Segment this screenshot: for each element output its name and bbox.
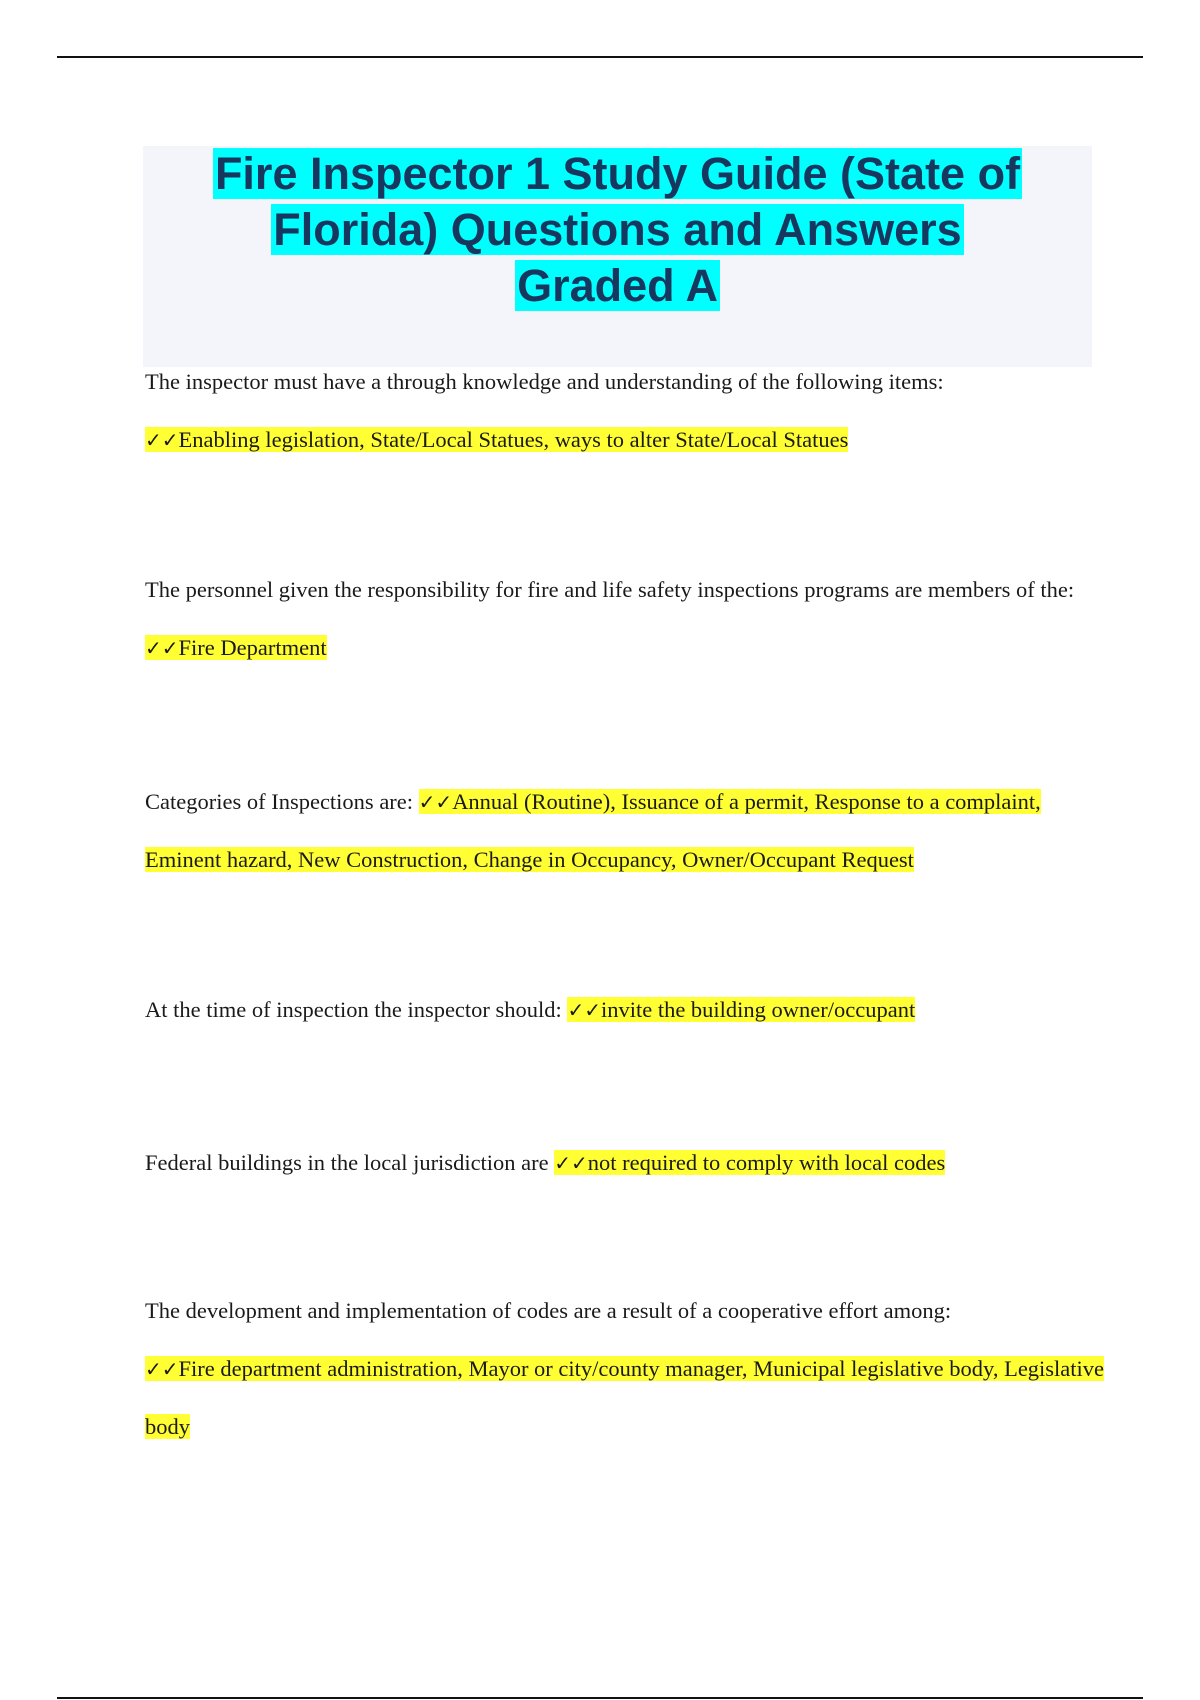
double-check-icon: ✓✓ (418, 790, 453, 814)
qa-item-6 (145, 1282, 1105, 1456)
answer-text: Annual (Routine), Issuance of a permit, Response to a complaint, Eminent hazard, New Construction, Change in Occupancy, Owner/Occupant Request (145, 789, 1041, 872)
answer-text: invite the building owner/occupant (600, 997, 916, 1022)
answer-highlight (554, 1150, 945, 1175)
question-text: Federal buildings in the local jurisdiction are (145, 1150, 549, 1175)
answer-text: Enabling legislation, State/Local Statues, ways to alter State/Local Statues (178, 427, 849, 452)
footer-rule (57, 1697, 1143, 1699)
double-check-icon: ✓✓ (567, 998, 601, 1022)
title-line-2: Florida) Questions and Answers (273, 204, 962, 255)
title-line-1: Fire Inspector 1 Study Guide (State of (214, 148, 1021, 199)
qa-item-2 (145, 561, 1105, 677)
answer-text: not required to comply with local codes (587, 1150, 946, 1175)
answer-text: Fire Department (178, 635, 327, 660)
answer-highlight (145, 1356, 1104, 1439)
question-text: At the time of inspection the inspector should: (145, 997, 562, 1022)
qa-item-5 (145, 1134, 1105, 1192)
answer-highlight (145, 427, 848, 452)
title-block (143, 146, 1092, 367)
double-check-icon: ✓✓ (554, 1151, 588, 1175)
double-check-icon: ✓✓ (145, 636, 179, 660)
question-text: The inspector must have a through knowledge and understanding of the following items: (145, 369, 944, 394)
document-title (143, 146, 1092, 314)
question-text: Categories of Inspections are: (145, 789, 414, 814)
qa-item-1 (145, 353, 1105, 469)
double-check-icon: ✓✓ (145, 1357, 179, 1381)
qa-item-4 (145, 981, 1105, 1039)
title-line-3: Graded A (517, 260, 718, 311)
answer-text: Fire department administration, Mayor or city/county manager, Municipal legislative body, Legislative body (145, 1356, 1105, 1439)
qa-item-3 (145, 773, 1105, 889)
double-check-icon: ✓✓ (145, 428, 179, 452)
answer-highlight (145, 635, 327, 660)
header-rule (57, 56, 1143, 58)
question-text: The personnel given the responsibility for fire and life safety inspections programs are members of the: (145, 577, 1075, 602)
question-text: The development and implementation of codes are a result of a cooperative effort among: (145, 1298, 952, 1323)
answer-highlight (567, 997, 915, 1022)
